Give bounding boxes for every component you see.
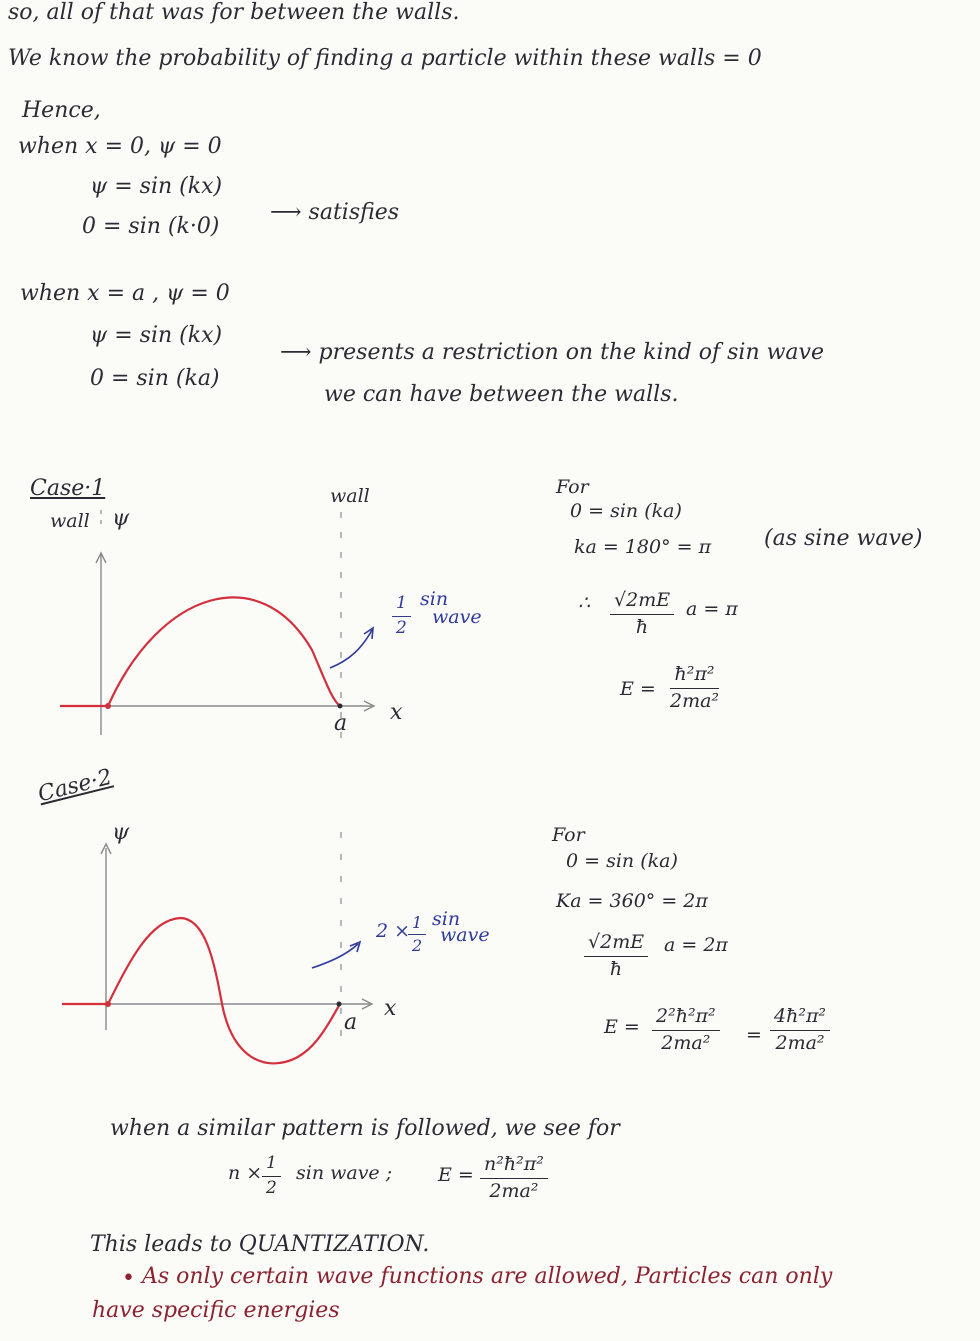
- case-1-energy-fraction: $\frac{\text{ħ²π²}}{\text{2ma²}}$: [670, 663, 720, 712]
- case-2-a-point: [337, 1002, 342, 1007]
- satisfies-note: ⟶ satisfies: [270, 200, 400, 225]
- intro-line-2: We know the probability of finding a particle within these walls = 0: [8, 46, 762, 71]
- case-1-x-label: x: [390, 700, 403, 725]
- case-2-energy-fraction-simplified: $\frac{\text{4ħ²π²}}{\text{2ma²}}$: [770, 1006, 830, 1055]
- case-2-energy-fraction: $\frac{\text{2²ħ²π²}}{\text{2ma²}}$: [652, 1006, 720, 1055]
- equation-zero-sin-ka: 0 = sin (ka): [90, 366, 220, 391]
- case-2-ka-equals-2pi: a = 2π: [664, 934, 728, 956]
- case-1-eq-ka-pi: ka = 180° = π: [574, 536, 712, 558]
- case-2-full-sine-curve: [62, 918, 340, 1063]
- case-1-eq-zero-sin-ka: 0 = sin (ka): [570, 500, 682, 522]
- equation-psi-sin-kx: ψ = sin (kx): [90, 174, 223, 199]
- case-2-psi-label: ψ: [112, 820, 130, 845]
- case-2-a-label: a: [344, 1010, 358, 1035]
- equation-psi-sin-kx-2: ψ = sin (kx): [90, 323, 223, 348]
- case-1-sine-wave-note: (as sine wave): [764, 526, 923, 551]
- case-1-psi-label: ψ: [112, 506, 130, 531]
- case-2-energy-prefix: E =: [604, 1016, 640, 1038]
- case-2-wave-label: wave: [440, 924, 490, 946]
- case-2-annotation-arrow: [312, 944, 358, 968]
- case-1-for-label: For: [556, 476, 589, 498]
- case-1-wall-left-label: wall: [50, 510, 90, 532]
- case-2-sin-label: sin: [432, 908, 461, 930]
- case-1-ka-equals-pi: a = π: [686, 598, 738, 620]
- equation-zero-sin-k0: 0 = sin (k·0): [82, 214, 220, 239]
- case-1-title: Case·1: [30, 476, 106, 501]
- pattern-energy-fraction: $\frac{\text{n²ħ²π²}}{\text{2ma²}}$: [480, 1154, 548, 1203]
- case-2-half-fraction: $\frac{1}{2}$: [408, 914, 426, 956]
- case-2-for-label: For: [552, 824, 585, 846]
- pattern-line: when a similar pattern is followed, we see for: [110, 1116, 620, 1141]
- pattern-half-fraction: $\frac{1}{2}$: [262, 1154, 281, 1198]
- condition-x-zero: when x = 0, ψ = 0: [18, 134, 222, 159]
- conclusion-line-2: As only certain wave functions are allowed, Particles can only: [142, 1264, 833, 1289]
- intro-line-1: so, all of that was for between the walls.: [8, 0, 460, 25]
- case-1-a-label: a: [334, 711, 348, 736]
- case-1-energy-prefix: E =: [620, 678, 656, 700]
- case-1-half-fraction: $\frac{1}{2}$: [392, 594, 411, 638]
- case-2-k-fraction: $\frac{√2mE}{ħ}$: [584, 932, 648, 981]
- conclusion-line-3: have specific energies: [92, 1298, 340, 1323]
- case-1-sin-label: sin: [420, 588, 449, 610]
- conclusion-bullet: •: [122, 1266, 135, 1291]
- case-2-energy-equals: =: [746, 1024, 762, 1046]
- restriction-note: ⟶ presents a restriction on the kind of sin wave: [280, 340, 824, 365]
- restriction-note-2: we can have between the walls.: [324, 382, 679, 407]
- case-2-x-label: x: [384, 996, 397, 1021]
- case-1-k-fraction: $\frac{√2mE}{ħ}$: [610, 590, 674, 639]
- pattern-sin-wave: sin wave ;: [296, 1162, 393, 1184]
- hence-label: Hence,: [22, 98, 101, 123]
- case-2-two-times: 2 ×: [376, 920, 411, 942]
- case-1-wall-right-label: wall: [330, 485, 370, 507]
- pattern-n-times: n ×: [228, 1162, 263, 1184]
- case-1-wave-label: wave: [432, 606, 482, 628]
- condition-x-a: when x = a , ψ = 0: [20, 281, 230, 306]
- case-2-origin-point: [105, 1001, 111, 1007]
- pattern-energy-prefix: E =: [438, 1164, 474, 1186]
- case-2-eq-ka-2pi: Ka = 360° = 2π: [556, 890, 708, 912]
- case-1-therefore: ∴: [578, 592, 591, 614]
- quantization-line: This leads to QUANTIZATION.: [90, 1232, 430, 1257]
- case-2-eq-zero-sin-ka: 0 = sin (ka): [566, 850, 678, 872]
- case-2-title: Case·2: [35, 764, 115, 808]
